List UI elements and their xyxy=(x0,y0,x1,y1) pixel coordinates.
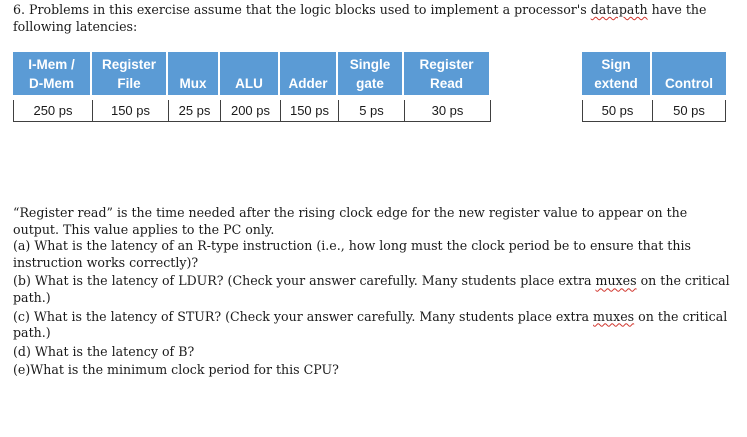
latency-header-row xyxy=(13,52,726,95)
latency-table xyxy=(13,52,726,122)
intro-text-1: 6. Problems in this exercise assume that the logic blocks used to implement a processor's xyxy=(13,2,591,17)
header-imem-dmem: I-Mem / D-Mem xyxy=(13,52,92,95)
spellcheck-word-datapath: datapath xyxy=(590,2,648,17)
header-register-read: Register Read xyxy=(404,52,491,95)
header-mux: Mux xyxy=(168,52,220,95)
value-register-file: 150 ps xyxy=(92,100,168,122)
intro-text-2: have the following latencies: xyxy=(13,2,707,34)
question-a: (a) What is the latency of an R-type instruction (i.e., how long must the clock period be to ensure that this instruction works correctly)? xyxy=(13,238,691,270)
header-sign-extend: Sign extend xyxy=(582,52,652,95)
value-gap xyxy=(491,100,582,122)
header-alu: ALU xyxy=(220,52,280,95)
header-adder: Adder xyxy=(280,52,338,95)
value-single-gate: 5 ps xyxy=(338,100,404,122)
header-gap xyxy=(491,52,582,95)
header-register-file: Register File xyxy=(92,52,168,95)
header-control: Control xyxy=(652,52,726,95)
spellcheck-word-muxes-c: muxes xyxy=(593,308,635,324)
header-single-gate: Single gate xyxy=(338,52,404,95)
value-mux: 25 ps xyxy=(168,100,220,122)
register-read-note: “Register read” is the time needed after the rising clock edge for the new register value to appear on the output. This value applies to the PC only. xyxy=(13,205,688,237)
question-b: (b) What is the latency of LDUR? (Check your answer carefully. Many students place extra muxes on the critical path.) xyxy=(13,273,730,305)
question-list xyxy=(13,205,733,381)
spellcheck-word-muxes-b: muxes xyxy=(595,273,637,289)
question-e: (e)What is the minimum clock period for this CPU? xyxy=(13,362,339,378)
value-imem-dmem: 250 ps xyxy=(13,100,92,122)
value-register-read: 30 ps xyxy=(404,100,491,122)
problem-intro xyxy=(13,1,733,35)
question-c: (c) What is the latency of STUR? (Check your answer carefully. Many students place extra muxes on the critical path.) xyxy=(13,308,728,341)
value-adder: 150 ps xyxy=(280,100,338,122)
question-d: (d) What is the latency of B? xyxy=(13,343,195,359)
latency-value-row xyxy=(13,100,726,122)
value-alu: 200 ps xyxy=(220,100,280,122)
value-control: 50 ps xyxy=(652,100,726,122)
value-sign-extend: 50 ps xyxy=(582,100,652,122)
